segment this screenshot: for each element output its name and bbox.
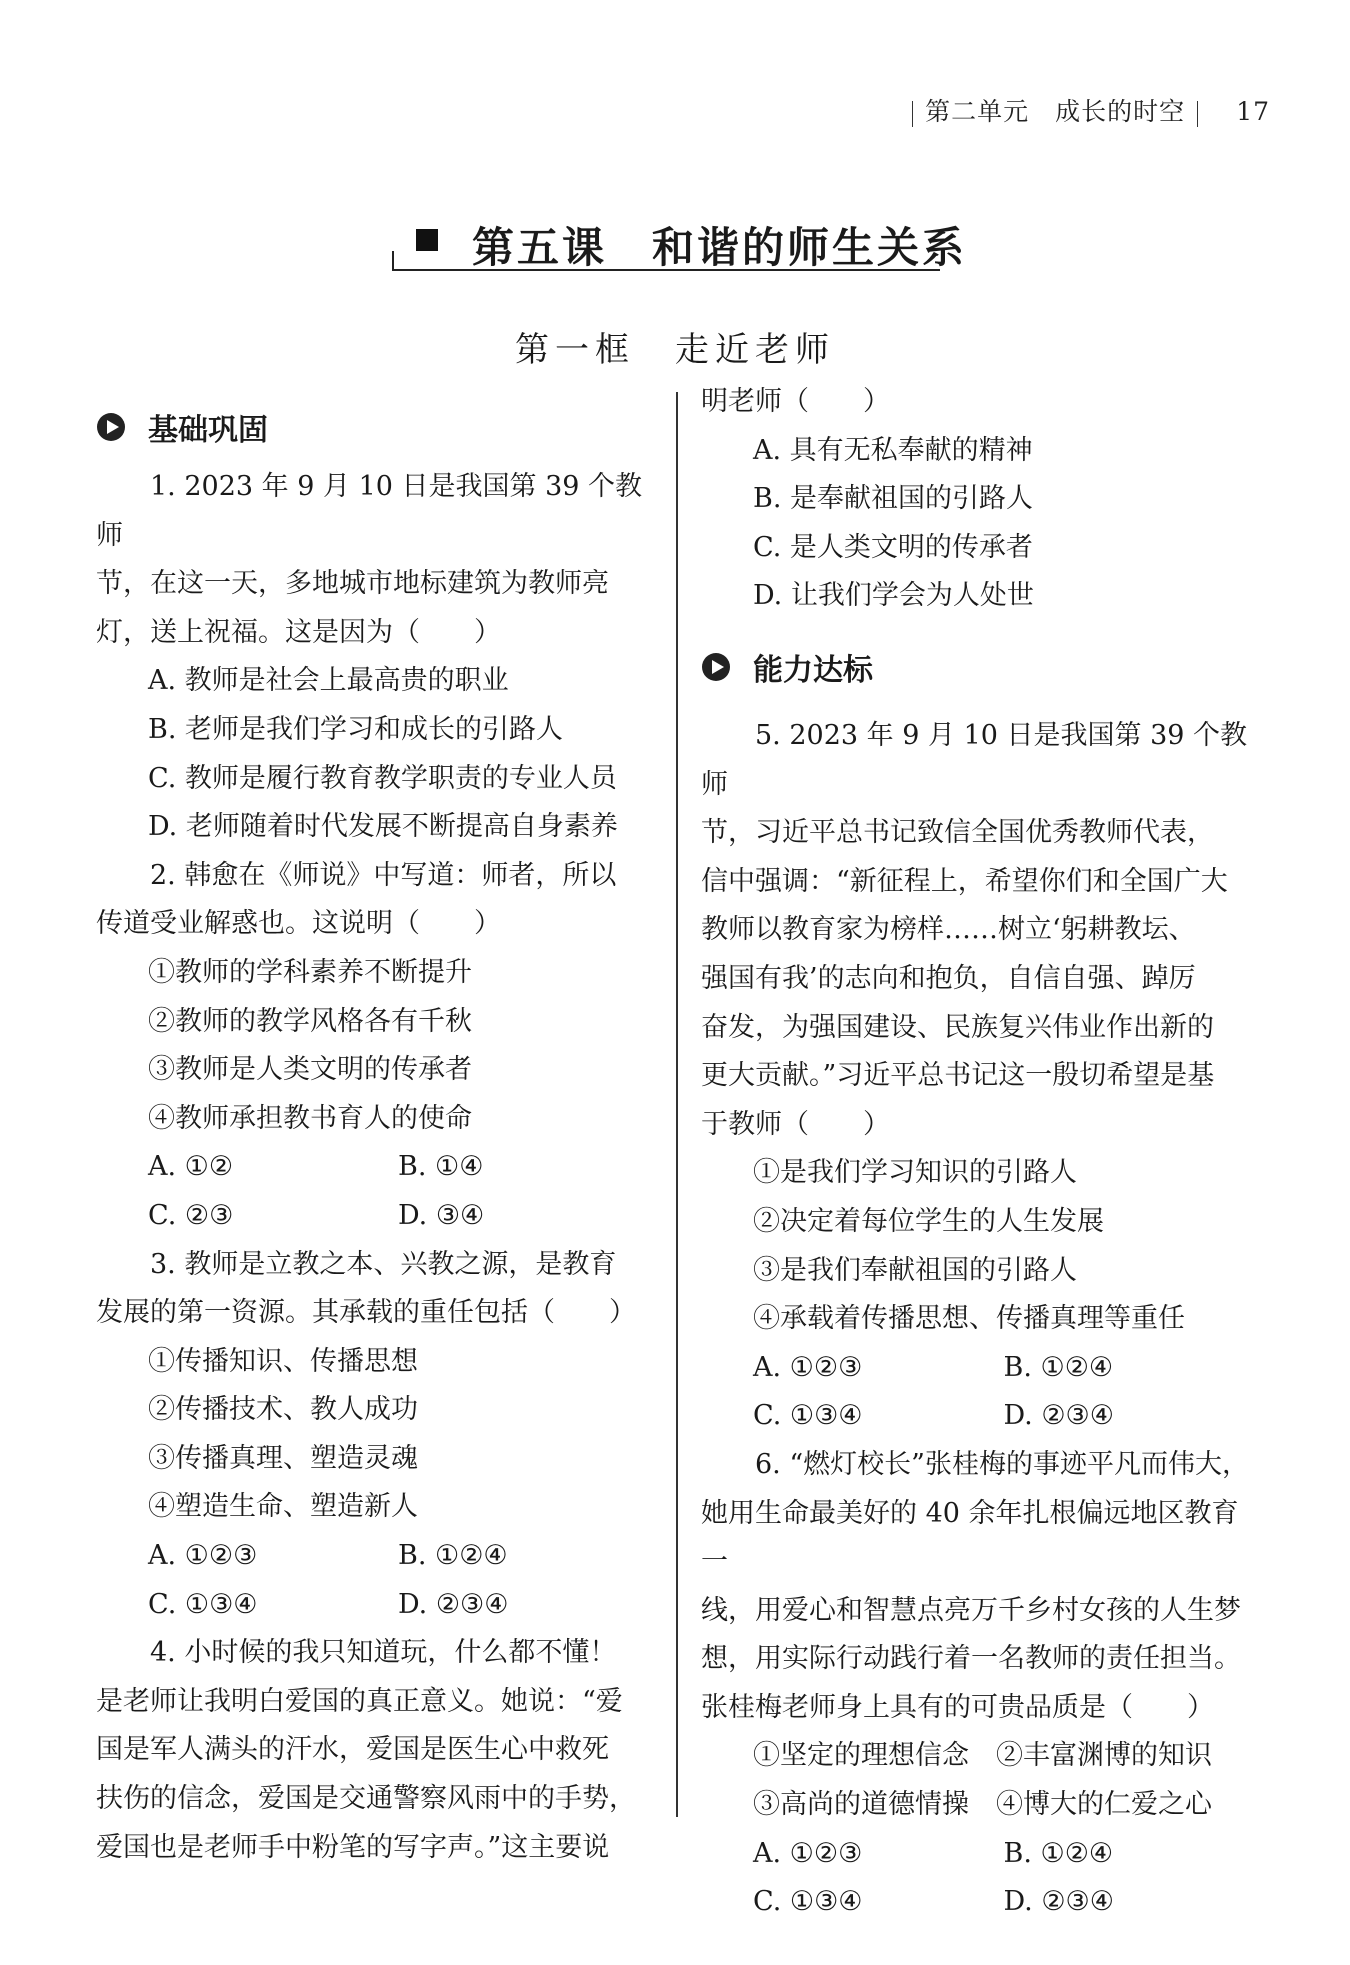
option-line: C. 是人类文明的传承者 (753, 531, 1033, 563)
option-row (96, 1581, 648, 1630)
question-stem: 2. 韩愈在《师说》中写道：师者，所以 (150, 859, 617, 891)
option-line: ②教师的教学风格各有千秋 (148, 1005, 472, 1037)
play-circle-icon (96, 412, 126, 442)
text-line: 传道受业解惑也。这说明（ ） (96, 908, 501, 940)
play-circle-icon (701, 652, 731, 682)
option-row (701, 1878, 1254, 1927)
option-line: ③教师是人类文明的传承者 (148, 1054, 472, 1086)
option: A. ①②③ (148, 1540, 258, 1572)
section-heading-basic (96, 405, 268, 449)
option: C. ①③④ (753, 1886, 863, 1918)
frame-title: 第一框 走近老师 (515, 330, 835, 370)
option-row (701, 1344, 1254, 1393)
text-line: 节，习近平总书记致信全国优秀教师代表， (701, 817, 1214, 849)
lesson-title-block (392, 215, 968, 272)
text-line: 是老师让我明白爱国的真正意义。她说：“爱 (96, 1685, 623, 1717)
running-header (900, 92, 1270, 128)
option: A. ①②③ (753, 1351, 863, 1383)
option-line: A. 教师是社会上最高贵的职业 (148, 665, 509, 697)
option: C. ①③④ (753, 1400, 863, 1432)
option: D. ②③④ (1003, 1400, 1114, 1432)
option-line: ②决定着每位学生的人生发展 (753, 1205, 1104, 1237)
lesson-title: 第五课 和谐的师生关系 (472, 223, 968, 272)
option-line: ③高尚的道德情操 ④博大的仁爱之心 (753, 1789, 1212, 1821)
header-divider (912, 101, 913, 127)
text-line: 奋发，为强国建设、民族复兴伟业作出新的 (701, 1011, 1214, 1043)
option-line: ④承载着传播思想、传播真理等重任 (753, 1303, 1185, 1335)
text-line: 爱国也是老师手中粉笔的写字声。”这主要说 (96, 1831, 610, 1863)
text-line: 发展的第一资源。其承载的重任包括（ ） (96, 1297, 636, 1329)
text-line: 明老师（ ） (701, 386, 890, 417)
text-line: 灯，送上祝福。这是因为（ ） (96, 616, 501, 648)
option-line: ②传播技术、教人成功 (148, 1394, 418, 1426)
option-line: ④教师承担教书育人的使命 (148, 1102, 472, 1134)
option-line: ①教师的学科素养不断提升 (148, 956, 472, 988)
option: D. ③④ (398, 1199, 485, 1231)
text-line: 她用生命最美好的 40 余年扎根偏远地区教育一 (701, 1497, 1239, 1578)
left-column (96, 463, 648, 1872)
section-heading-ability (701, 645, 873, 689)
option: B. ①④ (398, 1151, 484, 1183)
question-stem: 1. 2023 年 9 月 10 日是我国第 39 个教师 (96, 471, 643, 551)
header-unit-title: 成长的时空 (1055, 97, 1186, 126)
option-line: ③传播真理、塑造灵魂 (148, 1442, 418, 1474)
option-row (701, 1830, 1254, 1879)
text-line: 国是军人满头的汗水，爱国是医生心中救死 (96, 1734, 609, 1766)
text-line: 强国有我’的志向和抱负，自信自强、踔厉 (701, 962, 1196, 994)
header-divider (1197, 101, 1198, 127)
right-column (701, 712, 1254, 1927)
section-title: 能力达标 (753, 653, 873, 688)
section-title: 基础巩固 (148, 413, 268, 448)
option-row (701, 1392, 1254, 1441)
question-stem: 3. 教师是立教之本、兴教之源，是教育 (150, 1248, 617, 1280)
option-row (96, 1532, 648, 1581)
text-line: 更大贡献。”习近平总书记这一殷切希望是基 (701, 1060, 1215, 1092)
option-line: A. 具有无私奉献的精神 (753, 434, 1033, 466)
right-column-top (701, 378, 1254, 621)
text-line: 扶伤的信念，爱国是交通警察风雨中的手势， (96, 1783, 636, 1815)
option: D. ②③④ (1003, 1886, 1114, 1918)
header-unit: 第二单元 (925, 97, 1030, 126)
option: C. ①③④ (148, 1588, 258, 1620)
option: B. ①②④ (1003, 1837, 1114, 1869)
text-line: 于教师（ ） (701, 1108, 890, 1140)
option: C. ②③ (148, 1199, 234, 1231)
option-line: B. 是奉献祖国的引路人 (753, 483, 1034, 515)
option-line: C. 教师是履行教育教学职责的专业人员 (148, 762, 617, 794)
text-line: 节，在这一天，多地城市地标建筑为教师亮 (96, 568, 609, 600)
option-row (96, 1192, 648, 1241)
text-line: 信中强调：“新征程上，希望你们和全国广大 (701, 865, 1228, 897)
text-line: 想，用实际行动践行着一名教师的责任担当。 (701, 1643, 1241, 1675)
text-line: 张桂梅老师身上具有的可贵品质是（ ） (701, 1691, 1214, 1723)
option-line: ①坚定的理想信念 ②丰富渊博的知识 (753, 1740, 1212, 1772)
black-square-icon (416, 229, 438, 251)
option-line: ①传播知识、传播思想 (148, 1345, 418, 1377)
option-line: D. 让我们学会为人处世 (753, 580, 1034, 612)
option-line: B. 老师是我们学习和成长的引路人 (148, 713, 564, 745)
option: B. ①②④ (398, 1540, 508, 1572)
option: D. ②③④ (398, 1588, 509, 1620)
text-line: 线，用爱心和智慧点亮万千乡村女孩的人生梦 (701, 1594, 1241, 1626)
column-divider (676, 392, 678, 1817)
option: B. ①②④ (1003, 1351, 1114, 1383)
question-stem: 6. “燃灯校长”张桂梅的事迹平凡而伟大， (755, 1448, 1249, 1480)
option-line: D. 老师随着时代发展不断提高自身素养 (148, 811, 618, 843)
title-underline-tick (392, 251, 394, 271)
option: A. ①②③ (753, 1837, 863, 1869)
option-line: ④塑造生命、塑造新人 (148, 1491, 418, 1523)
option-line: ①是我们学习知识的引路人 (753, 1157, 1077, 1189)
option-line: ③是我们奉献祖国的引路人 (753, 1254, 1077, 1286)
question-stem: 5. 2023 年 9 月 10 日是我国第 39 个教师 (701, 720, 1248, 800)
option-row (96, 1143, 648, 1192)
question-stem: 4. 小时候的我只知道玩，什么都不懂！ (150, 1637, 617, 1669)
text-line: 教师以教育家为榜样……树立‘躬耕教坛、 (701, 914, 1196, 946)
page-number: 17 (1236, 97, 1270, 126)
option: A. ①② (148, 1151, 234, 1183)
